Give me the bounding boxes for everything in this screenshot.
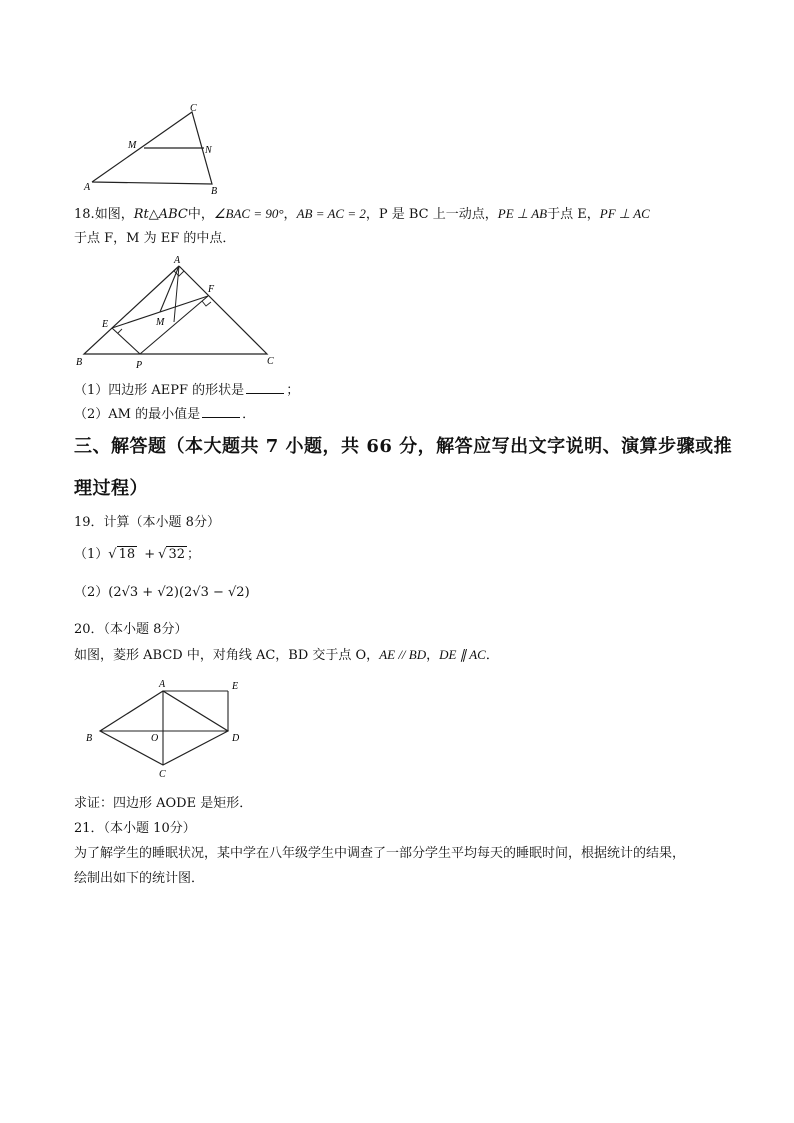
q20-statement: 如图，菱形 ABCD 中，对角线 AC，BD 交于点 O，AE // BD，DE ∥ AC． xyxy=(74,647,499,663)
answer-blank xyxy=(202,405,240,418)
q18-figure xyxy=(74,252,284,372)
q18-line2: 于点 F，M 为 EF 的中点． xyxy=(74,231,236,246)
label-a: A xyxy=(159,679,166,690)
label-f: F xyxy=(208,284,215,295)
label-d: D xyxy=(232,733,240,744)
label-p: P xyxy=(136,360,143,371)
section3-heading-line2: 理过程） xyxy=(74,478,148,499)
label-m: M xyxy=(156,317,165,328)
label-e: E xyxy=(102,319,109,330)
label-o: O xyxy=(151,733,159,744)
q21-line1: 为了解学生的睡眠状况，某中学在八年级学生中调查了一部分学生平均每天的睡眠时间，根据统计的结果， xyxy=(74,846,686,861)
q19-part2: （2）(2√3 + √2)(2√3 − √2) xyxy=(74,585,250,600)
q18-sub2: （2）AM 的最小值是 ． xyxy=(74,407,256,422)
label-m: M xyxy=(128,140,137,151)
q20-prove: 求证：四边形 AODE 是矩形． xyxy=(74,796,253,811)
label-b: B xyxy=(211,186,218,197)
q20-title: 20．（本小题 8分） xyxy=(74,622,188,637)
label-b: B xyxy=(76,357,83,368)
triangle-mn-figure xyxy=(78,98,228,198)
q18-sub1: （1）四边形 AEPF 的形状是 ； xyxy=(74,383,300,398)
sqrt-icon: √ xyxy=(108,547,117,562)
q21-title: 21．（本小题 10分） xyxy=(74,821,196,836)
q19-part1: （1）√ 18 + √ 32 ； xyxy=(74,547,201,562)
rhombus-figure xyxy=(80,673,255,783)
label-e: E xyxy=(232,681,239,692)
label-c: C xyxy=(267,356,274,367)
sqrt-icon: √ xyxy=(158,547,167,562)
q18-line1: 18.如图，Rt△ABC中，∠BAC = 90°，AB = AC = 2，P 是 BC 上一动点，PE ⊥ AB于点 E，PF ⊥ AC xyxy=(74,206,650,222)
label-c: C xyxy=(190,103,197,114)
label-a: A xyxy=(84,182,91,193)
label-b: B xyxy=(86,733,93,744)
q18-number: 18. xyxy=(74,207,95,222)
label-n: N xyxy=(205,145,212,156)
q19-title: 19．计算（本小题 8分） xyxy=(74,515,220,530)
answer-blank xyxy=(246,381,284,394)
q21-line2: 绘制出如下的统计图． xyxy=(74,871,205,886)
section3-heading-line1: 三、解答题（本大题共 7 小题，共 66 分，解答应写出文字说明、演算步骤或推 xyxy=(74,436,733,457)
label-a: A xyxy=(174,255,181,266)
label-c: C xyxy=(159,769,166,780)
